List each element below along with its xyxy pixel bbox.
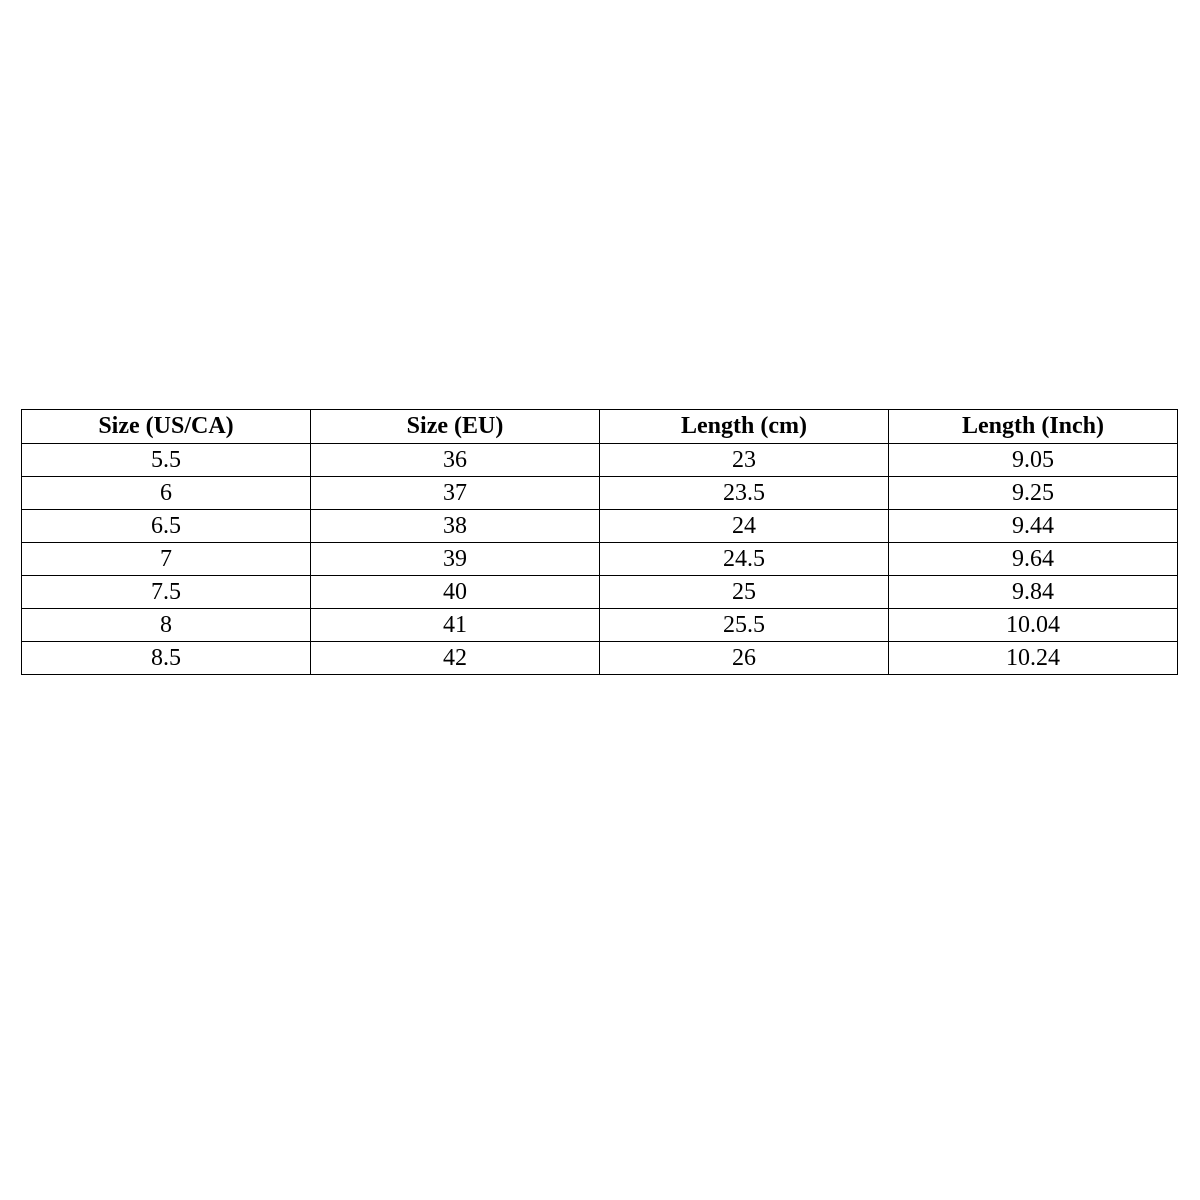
- table-row: [22, 444, 1178, 477]
- cell-size-eu: 38: [311, 510, 600, 543]
- cell-size-eu: 37: [311, 477, 600, 510]
- cell-size-us-ca: 6: [22, 477, 311, 510]
- cell-size-eu: 42: [311, 642, 600, 675]
- cell-length-cm: 23: [600, 444, 889, 477]
- cell-size-eu: 36: [311, 444, 600, 477]
- cell-length-cm: 26: [600, 642, 889, 675]
- cell-length-inch: 9.64: [889, 543, 1178, 576]
- table-row: [22, 510, 1178, 543]
- table-row: [22, 576, 1178, 609]
- header-size-us-ca: Size (US/CA): [22, 410, 311, 444]
- cell-size-eu: 39: [311, 543, 600, 576]
- cell-size-us-ca: 8: [22, 609, 311, 642]
- cell-length-inch: 9.05: [889, 444, 1178, 477]
- table-row: [22, 477, 1178, 510]
- header-length-inch: Length (Inch): [889, 410, 1178, 444]
- header-row: [22, 410, 1178, 444]
- table-header: [22, 410, 1178, 444]
- cell-size-us-ca: 6.5: [22, 510, 311, 543]
- cell-size-us-ca: 7.5: [22, 576, 311, 609]
- table-row: [22, 642, 1178, 675]
- cell-size-us-ca: 5.5: [22, 444, 311, 477]
- table-body: [22, 444, 1178, 675]
- cell-length-inch: 10.24: [889, 642, 1178, 675]
- cell-length-cm: 25: [600, 576, 889, 609]
- cell-length-cm: 25.5: [600, 609, 889, 642]
- cell-length-inch: 9.84: [889, 576, 1178, 609]
- cell-length-cm: 24.5: [600, 543, 889, 576]
- cell-length-cm: 23.5: [600, 477, 889, 510]
- header-length-cm: Length (cm): [600, 410, 889, 444]
- cell-size-us-ca: 7: [22, 543, 311, 576]
- size-chart-table: [21, 409, 1178, 675]
- cell-length-inch: 10.04: [889, 609, 1178, 642]
- cell-length-inch: 9.44: [889, 510, 1178, 543]
- table-row: [22, 609, 1178, 642]
- table-row: [22, 543, 1178, 576]
- cell-length-cm: 24: [600, 510, 889, 543]
- cell-size-eu: 41: [311, 609, 600, 642]
- header-size-eu: Size (EU): [311, 410, 600, 444]
- cell-length-inch: 9.25: [889, 477, 1178, 510]
- cell-size-eu: 40: [311, 576, 600, 609]
- cell-size-us-ca: 8.5: [22, 642, 311, 675]
